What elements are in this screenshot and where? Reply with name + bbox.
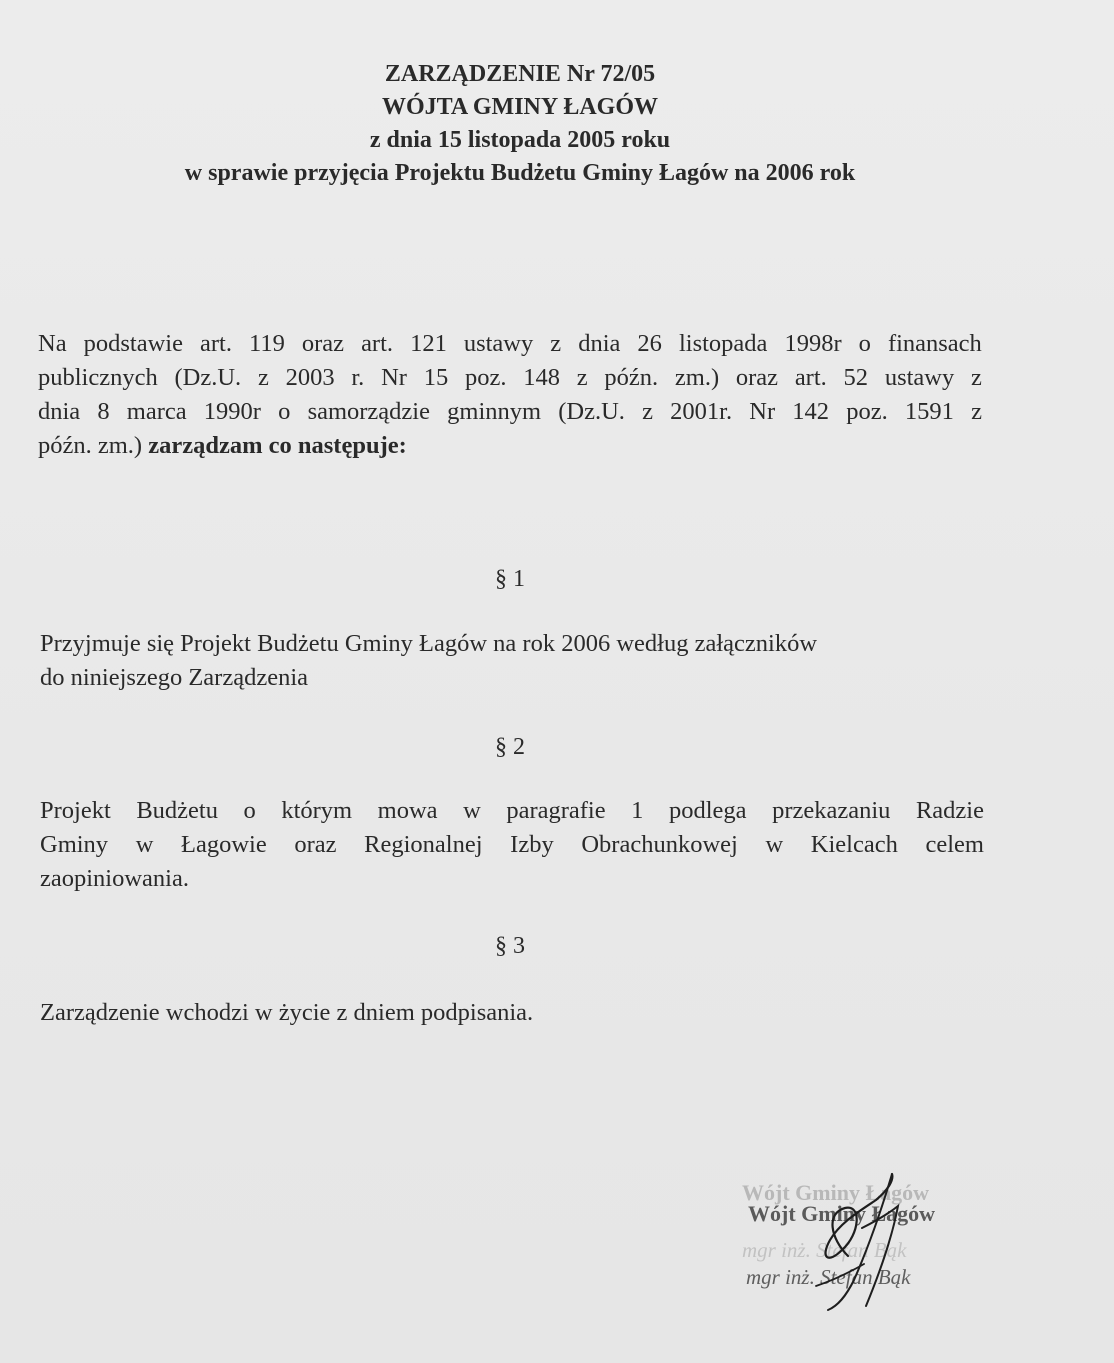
preamble-line-3-word: o: [278, 398, 291, 425]
preamble-line-3-word: 8: [97, 398, 110, 425]
preamble-line-1-word: 26: [637, 330, 662, 357]
preamble-line-2-word: 52: [843, 364, 869, 391]
section-3-text: [40, 996, 984, 1030]
section-2-line-3: zaopiniowania.: [40, 865, 189, 892]
preamble-line-1-word: z: [550, 330, 562, 357]
section-2-line-2: [40, 828, 984, 862]
section-2-line-2-word: w: [135, 831, 154, 858]
preamble-line-2-word: z: [576, 364, 588, 391]
section-2-line-1: [40, 794, 984, 828]
preamble-line-1-word: oraz: [301, 330, 345, 357]
preamble-line-1-word: 1998r: [784, 330, 842, 357]
preamble-line-1-word: listopada: [678, 330, 768, 357]
section-2-line-2-word: Łagowie: [181, 831, 267, 858]
preamble-line-1-word: Na: [38, 330, 67, 357]
preamble-line-1-word: art.: [199, 330, 232, 357]
preamble: [38, 327, 982, 463]
preamble-line-3-word: 142: [792, 398, 830, 425]
section-3-mark: § 3: [495, 933, 525, 959]
section-2-line-1-word: o: [243, 797, 256, 824]
stamp-ghost-name: mgr inż. Stefan Bąk: [742, 1238, 907, 1262]
preamble-line-2-word: oraz: [735, 364, 779, 391]
preamble-line-2-word: 148: [523, 364, 560, 391]
preamble-line-3-word: 1990r: [203, 398, 261, 425]
section-2-line-1-word: w: [463, 797, 481, 824]
section-2-line-1-word: mowa: [377, 797, 438, 824]
preamble-line-3-word: z: [642, 398, 653, 425]
preamble-line-3-word: dnia: [38, 398, 81, 425]
stamp-name: mgr inż. Stefan Bąk: [746, 1265, 911, 1289]
section-2-line-2-word: w: [765, 831, 784, 858]
preamble-line-1: [38, 327, 982, 361]
header-line-2: WÓJTA GMINY ŁAGÓW: [381, 94, 658, 120]
preamble-line-3-word: samorządzie: [307, 398, 430, 425]
preamble-line-1-word: finansach: [887, 330, 982, 357]
section-2-mark: § 2: [495, 734, 525, 760]
preamble-line-4-plain: późn. zm.): [38, 432, 143, 459]
section-3-line-1: Zarządzenie wchodzi w życie z dniem podpisania.: [40, 999, 534, 1026]
header-line-4: w sprawie przyjęcia Projektu Budżetu Gminy Łagów na 2006 rok: [184, 160, 856, 186]
stamp-ghost-title: Wójt Gminy Łagów: [742, 1180, 929, 1205]
preamble-line-1-word: dnia: [578, 330, 621, 357]
section-2-line-1-word: paragrafie: [506, 797, 606, 824]
preamble-line-2-word: poz.: [464, 364, 507, 391]
section-2-line-1-word: Radzie: [915, 797, 984, 824]
handwritten-signature: [790, 1168, 920, 1318]
section-1-mark: § 1: [495, 566, 525, 592]
preamble-line-3-word: 2001r.: [670, 398, 733, 425]
stamp-title: Wójt Gminy Łagów: [748, 1201, 935, 1226]
preamble-line-1-word: ustawy: [463, 330, 534, 357]
preamble-line-2-word: późn.: [604, 364, 659, 391]
preamble-line-3-word: (Dz.U.: [558, 398, 625, 425]
section-2-line-1-word: przekazaniu: [772, 797, 891, 824]
preamble-decision: zarządzam co następuje:: [148, 432, 407, 459]
preamble-line-3-word: 1591: [904, 398, 954, 425]
section-2-line-2-word: Gminy: [40, 831, 109, 858]
preamble-line-1-word: 121: [410, 330, 447, 357]
section-2-line-1-word: 1: [631, 797, 644, 824]
section-2-line-2-word: Izby: [510, 831, 554, 858]
section-2-text: [40, 794, 984, 896]
section-1-text: [40, 627, 984, 695]
section-1-line-1: Przyjmuje się Projekt Budżetu Gminy Łagów na rok 2006 według załączników: [40, 630, 818, 657]
signature-stroke-3: [862, 1206, 898, 1306]
section-2-line-1-word: podlega: [668, 797, 747, 824]
preamble-line-2-word: 2003: [285, 364, 335, 391]
section-1-line-2: do niniejszego Zarządzenia: [40, 664, 309, 691]
preamble-line-1-word: 119: [248, 330, 285, 357]
section-2-line-1-word: którym: [281, 797, 353, 824]
preamble-line-1-word: art.: [361, 330, 394, 357]
section-2-line-2-word: Regionalnej: [364, 831, 483, 858]
preamble-line-3-word: Nr: [749, 398, 776, 425]
preamble-line-2-word: Nr: [381, 364, 407, 391]
preamble-line-2-word: (Dz.U.: [174, 364, 242, 391]
section-2-line-1-word: Projekt: [40, 797, 111, 824]
preamble-line-2-word: art.: [794, 364, 827, 391]
preamble-line-3-word: z: [971, 398, 982, 425]
preamble-line-2-word: publicznych: [38, 364, 158, 391]
preamble-line-2-word: r.: [351, 364, 365, 391]
section-2-line-2-word: Obrachunkowej: [581, 831, 738, 858]
section-2-line-2-word: celem: [925, 831, 984, 858]
document-header: [0, 58, 1040, 190]
preamble-line-2-word: 15: [423, 364, 449, 391]
preamble-line-3-word: marca: [126, 398, 187, 425]
preamble-line-2-word: zm.): [674, 364, 720, 391]
section-2-line-2-word: oraz: [294, 831, 337, 858]
preamble-line-2-word: ustawy: [884, 364, 955, 391]
preamble-line-1-word: o: [858, 330, 871, 357]
preamble-line-2-word: z: [971, 364, 982, 391]
preamble-line-2: [38, 361, 982, 395]
header-line-3: z dnia 15 listopada 2005 roku: [369, 127, 671, 153]
preamble-line-2-word: z: [257, 364, 269, 391]
preamble-line-4: [38, 429, 982, 463]
section-2-line-2-word: Kielcach: [810, 831, 898, 858]
preamble-line-1-word: podstawie: [83, 330, 183, 357]
section-2-line-1-word: Budżetu: [136, 797, 218, 824]
preamble-line-3: [38, 395, 982, 429]
preamble-line-3-word: gminnym: [447, 398, 542, 425]
preamble-line-3-word: poz.: [846, 398, 888, 425]
header-line-1: ZARZĄDZENIE Nr 72/05: [384, 61, 656, 87]
